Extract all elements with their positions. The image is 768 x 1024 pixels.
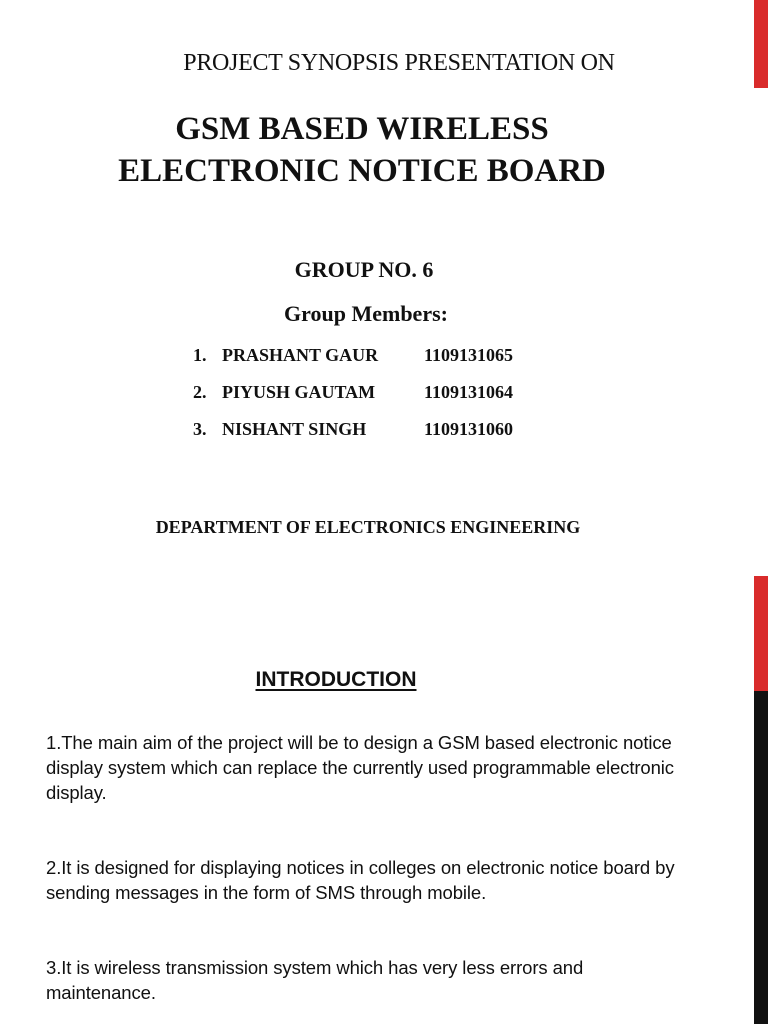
- member-number: 2.: [193, 382, 207, 402]
- group-number: GROUP NO. 6: [294, 257, 434, 282]
- introduction-point: 2.It is designed for displaying notices in colleges on electronic notice board by sending messages in the form of SMS through mobile.: [46, 857, 675, 903]
- introduction-heading: INTRODUCTION: [255, 668, 417, 691]
- side-bar-red-segment: [754, 576, 768, 691]
- department-name: DEPARTMENT OF ELECTRONICS ENGINEERING: [155, 517, 581, 537]
- member-roll-number: 1109131065: [424, 345, 514, 365]
- member-name: NISHANT SINGH: [222, 419, 367, 439]
- member-name: PIYUSH GAUTAM: [222, 382, 376, 402]
- members-heading: Group Members:: [284, 301, 448, 326]
- title-line-1: GSM BASED WIRELESS: [175, 111, 549, 147]
- member-roll-number: 1109131064: [424, 382, 514, 402]
- member-number: 3.: [193, 419, 207, 439]
- member-name: PRASHANT GAUR: [222, 345, 379, 365]
- slide-side-bar: [754, 576, 768, 1024]
- slide-side-bar: [754, 0, 768, 576]
- slide-title: [0, 108, 724, 192]
- introduction-point: 1.The main aim of the project will be to design a GSM based electronic notice display system which can replace the currently used programmable electronic display.: [46, 732, 674, 803]
- title-line-2: ELECTRONIC NOTICE BOARD: [118, 153, 606, 189]
- introduction-point: 3.It is wireless transmission system which has very less errors and maintenance.: [46, 957, 584, 1003]
- slide-subtitle: PROJECT SYNOPSIS PRESENTATION ON: [183, 50, 615, 76]
- member-number: 1.: [193, 345, 207, 365]
- member-roll-number: 1109131060: [424, 419, 514, 439]
- introduction-slide: [0, 576, 768, 1024]
- introduction-points: [46, 730, 686, 1024]
